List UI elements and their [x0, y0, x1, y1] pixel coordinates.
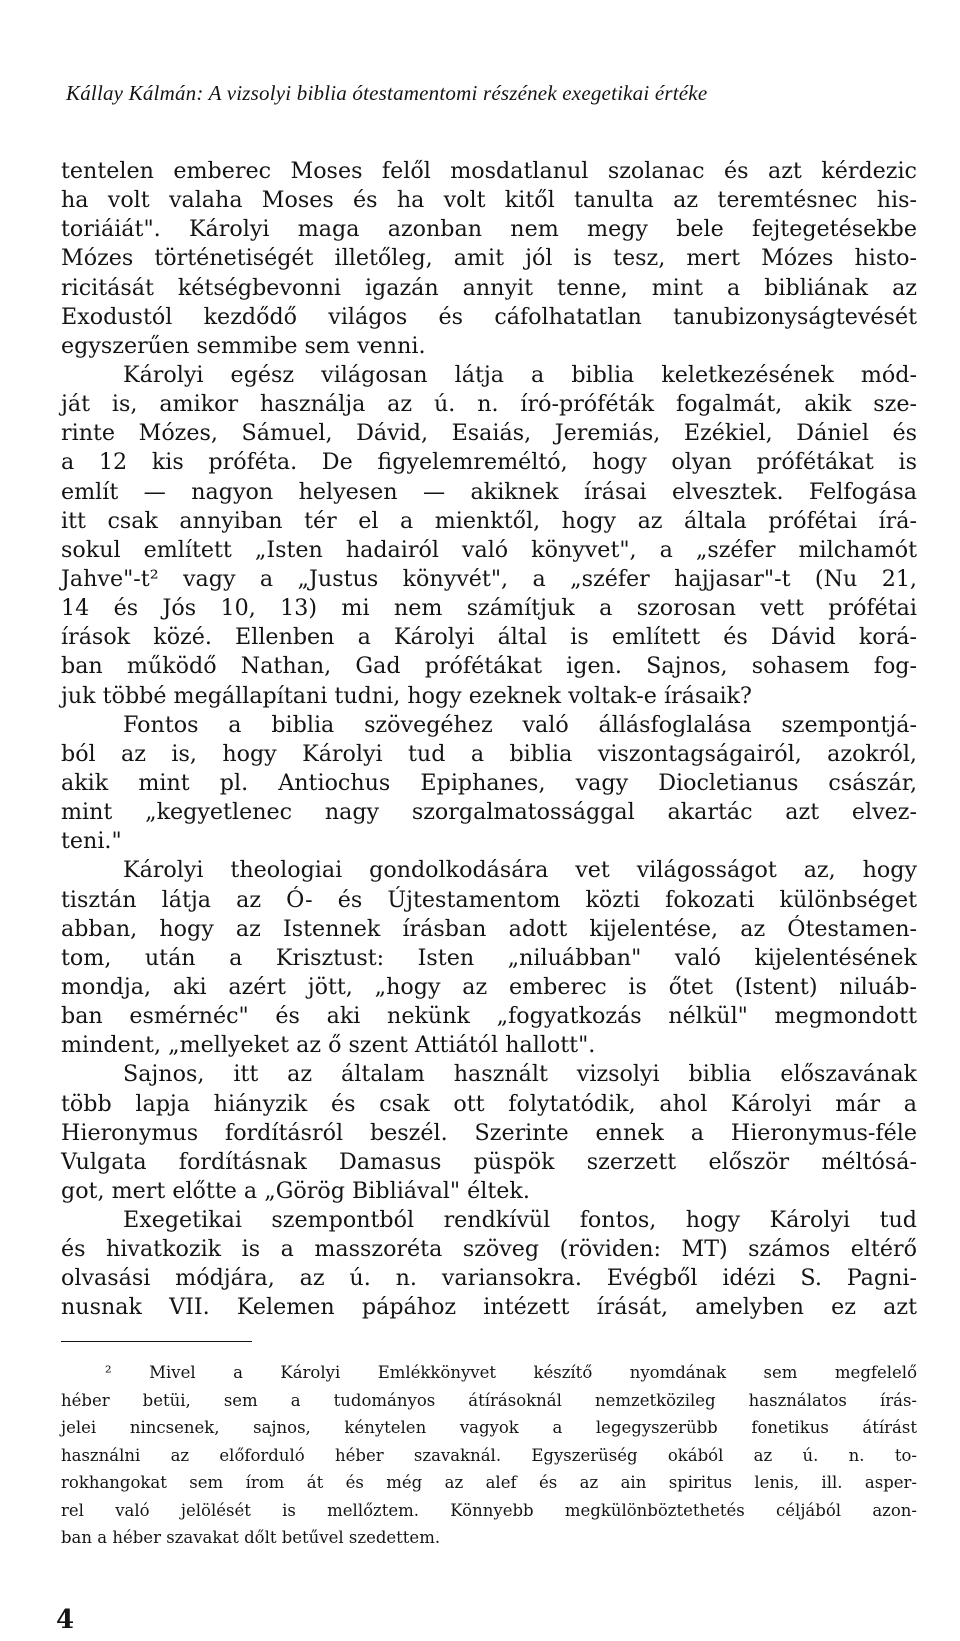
- body-line: akik mint pl. Antiochus Epiphanes, vagy Diocletianus császár,: [61, 769, 917, 796]
- body-line: Exodustól kezdődő világos és cáfolhatatlan tanubizonyságtevését: [61, 303, 917, 330]
- body-line: nusnak VII. Kelemen pápához intézett írását, amelyben ez azt: [61, 1294, 917, 1321]
- body-line: Vulgata fordításnak Damasus püspök szerzett először méltósá-: [61, 1148, 917, 1175]
- body-line: írások közé. Ellenben a Károlyi által is említett és Dávid korá-: [61, 624, 917, 651]
- footnote-line: használni az előforduló héber szavaknál. Egyszerüség okából az ú. n. to-: [61, 1445, 917, 1465]
- body-line: ha volt valaha Moses és ha volt kitől tanulta az teremtésnec his-: [61, 187, 917, 214]
- footnote-line: jelei nincsenek, sajnos, kénytelen vagyok a legegyszerübb fonetikus átírást: [61, 1418, 917, 1437]
- running-head: Kállay Kálmán: A vizsolyi biblia ótestamentomi részének exegetikai értéke: [66, 81, 708, 105]
- body-line: Károlyi egész világosan látja a biblia keletkezésének mód-: [123, 361, 917, 388]
- footnote-line: ban a héber szavakat dőlt betűvel szedettem.: [61, 1528, 441, 1547]
- body-line: teni.": [61, 828, 122, 855]
- body-line: toriáiát". Károlyi maga azonban nem megy bele fejtegetésekbe: [61, 216, 917, 243]
- page-number: 4: [56, 1605, 75, 1635]
- body-line: Mózes történetiségét illetőleg, amit jól is tesz, mert Mózes histo-: [61, 245, 917, 272]
- body-line: abban, hogy az Istennek írásban adott kijelentése, az Ótestamen-: [61, 915, 917, 942]
- body-line: itt csak annyiban tér el a mienktől, hogy az általa prófétai írá-: [61, 507, 917, 534]
- body-line: olvasási módjára, az ú. n. variansokra. Evégből idézi S. Pagni-: [61, 1265, 917, 1292]
- body-line: 14 és Jós 10, 13) mi nem számítjuk a szorosan vett prófétai: [61, 595, 917, 622]
- footnote-line: rokhangokat sem írom át és még az alef és az ain spiritus lenis, ill. asper-: [61, 1473, 917, 1492]
- body-line: említ — nagyon helyesen — akiknek írásai elvesztek. Felfogása: [61, 478, 917, 505]
- footnote-rule: [61, 1341, 252, 1342]
- body-line: juk többé megállapítani tudni, hogy ezeknek voltak-e írásaik?: [61, 682, 752, 709]
- body-line: a 12 kis próféta. De figyelemreméltó, hogy olyan prófétákat is: [61, 449, 917, 476]
- body-line: Jahve"-t² vagy a „Justus könyvét", a „széfer hajjasar"-t (Nu 21,: [61, 565, 917, 592]
- body-line: egyszerűen semmibe sem venni.: [61, 332, 426, 359]
- body-line: tisztán látja az Ó- és Újtestamentom közti fokozati különbséget: [61, 886, 917, 913]
- body-line: tom, után a Krisztust: Isten „niluábban" való kijelentésének: [61, 944, 917, 971]
- body-line: több lapja hiányzik és csak ott folytatódik, ahol Károlyi már a: [61, 1090, 917, 1117]
- body-line: got, mert előtte a „Görög Bibliával" éltek.: [61, 1177, 530, 1204]
- body-line: Fontos a biblia szövegéhez való állásfoglalása szempontjá-: [123, 711, 917, 738]
- body-line: Hieronymus fordításról beszél. Szerinte ennek a Hieronymus-féle: [61, 1119, 917, 1146]
- body-line: tentelen emberec Moses felől mosdatlanul szolanac és azt kérdezic: [61, 158, 917, 184]
- body-line: sokul említett „Isten hadairól való könyvet", a „széfer milchamót: [61, 536, 917, 563]
- body-line: ból az is, hogy Károlyi tud a biblia viszontagságairól, azokról,: [61, 740, 917, 767]
- body-line: Sajnos, itt az általam használt vizsolyi biblia előszavának: [123, 1061, 917, 1088]
- body-line: mondja, aki azért jött, „hogy az emberec is őtet (Istent) niluáb-: [61, 973, 917, 1000]
- body-line: Exegetikai szempontból rendkívül fontos, hogy Károlyi tud: [123, 1207, 917, 1234]
- footnote: [61, 1359, 917, 1552]
- body-line: mint „kegyetlenec nagy szorgalmatossággal akartác azt elvez-: [61, 799, 917, 826]
- body-line: mindent, „mellyeket az ő szent Attiától hallott".: [61, 1032, 596, 1059]
- footnote-line: ² Mivel a Károlyi Emlékkönyvet készítő nyomdának sem megfelelő: [105, 1363, 917, 1382]
- body-text: [61, 157, 917, 1323]
- body-line: és hivatkozik is a masszoréta szöveg (röviden: MT) számos eltérő: [61, 1236, 917, 1263]
- body-line: ját is, amikor használja az ú. n. író-próféták fogalmát, akik sze-: [61, 391, 917, 418]
- body-line: rinte Mózes, Sámuel, Dávid, Esaiás, Jeremiás, Ezékiel, Dániel és: [61, 420, 917, 447]
- body-line: ricitását kétségbevonni igazán annyit tenne, mint a bibliának az: [61, 274, 917, 301]
- body-line: ban működő Nathan, Gad prófétákat igen. Sajnos, sohasem fog-: [61, 653, 917, 680]
- footnote-line: héber betüi, sem a tudományos átírásoknál nemzetközileg használatos írás-: [61, 1390, 917, 1410]
- body-line: Károlyi theologiai gondolkodására vet világosságot az, hogy: [123, 857, 917, 884]
- body-line: ban esmérnéc" és aki nekünk „fogyatkozás nélkül" megmondott: [61, 1003, 917, 1030]
- footnote-line: rel való jelölését is mellőztem. Könnyebb megkülönböztethetés céljából azon-: [61, 1500, 917, 1520]
